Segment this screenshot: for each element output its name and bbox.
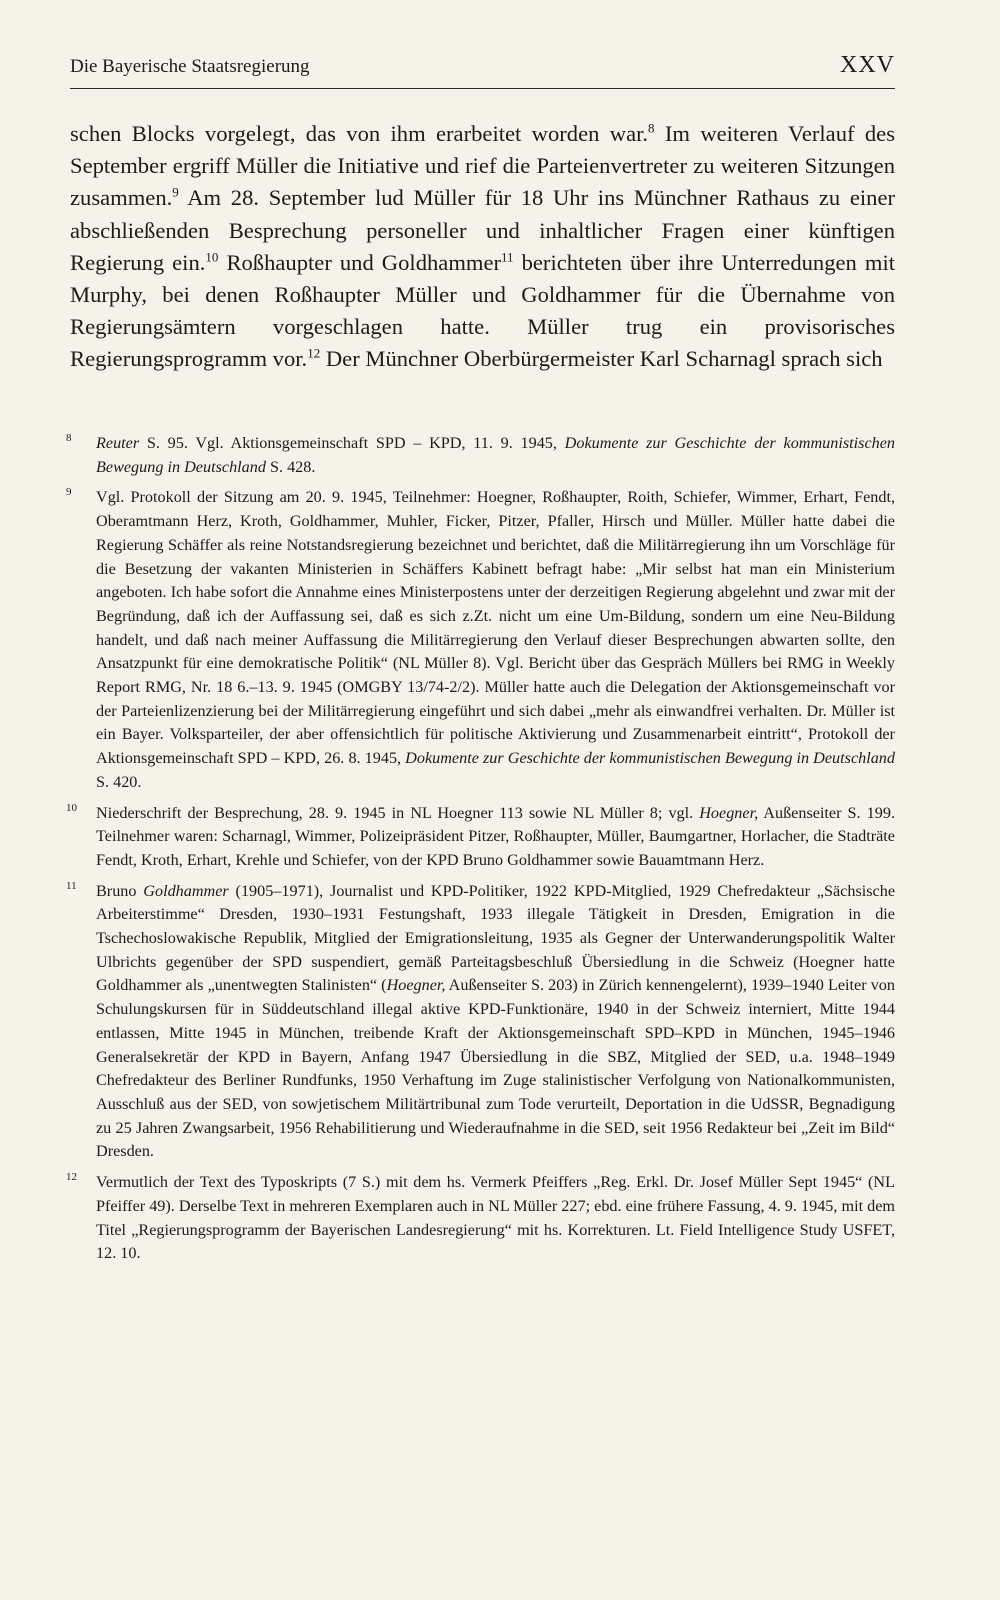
footnote-ref[interactable]: 11 [501,249,514,265]
footnote-text: S. 95. Vgl. Aktionsgemeinschaft SPD – KPD, 11. 9. 1945, [139,434,565,452]
footnote-number: 8 [66,432,72,444]
footnote-ref[interactable]: 10 [205,249,219,265]
body-text-segment: schen Blocks vorgelegt, das von ihm erarbeitet worden war. [70,121,649,146]
footnote-9 [66,486,895,794]
footnote-ref[interactable]: 12 [307,345,321,361]
footnote-text: Niederschrift der Besprechung, 28. 9. 1945 in NL Hoegner 113 sowie NL Müller 8; vgl. [96,803,700,822]
footnote-text: Bruno [96,881,144,900]
footnote-text: Hoegner, [386,976,446,995]
footnote-11 [66,879,896,1164]
footnote-10 [66,801,895,873]
body-text-segment: Am 28. September lud Müller für 18 Uhr ins Münchner Rathaus zu einer abschließenden Besprechung personeller und inhaltlicher Fragen einer künftigen Regierung ein. [70,185,895,275]
footnote-text: S. 420. [96,772,142,791]
body-paragraph [70,118,895,376]
page-number: XXV [840,52,895,78]
footnote-text: Außenseiter S. 203) in Zürich kennengelernt), 1939–1940 Leiter von Schulungskursen für in Süddeutschland illegal aktive KPD-Funktionäre, 1940 in der Schweiz interniert, Mitte 1944 entlassen, Mitte 1945 in München, treibende Kraft der Aktionsgemeinschaft SPD–KPD in München, 1945–1946 Generalsekretär der KPD in Bayern, Anfang 1947 Übersiedlung in die SBZ, Mitglied der SED, u.a. 1948–1949 Chefredakteur des Berliner Rundfunks, 1950 Verhaftung im Zuge stalinistischer Verfolgung von Nationalkommunisten, Ausschluß aus der SED, von sowjetischem Militärtribunal zum Tode verurteilt, Deportation in die UdSSR, Begnadigung zu 25 Jahren Zwangsarbeit, 1956 Rehabilitierung und Wiederaufnahme in die SED, seit 1956 Redakteur bei „Zeit im Bild“ Dresden. [96,976,895,1161]
footnote-text: S. 428. [265,457,316,476]
body-text-segment: Der Münchner Oberbürgermeister Karl Scharnagl sprach sich [320,346,883,372]
footnote-number: 11 [66,879,77,892]
footnote-text: Reuter [96,434,140,452]
footnote-ref[interactable]: 9 [172,184,179,200]
page-header [70,52,895,89]
footnote-number: 9 [66,486,72,499]
footnote-number: 10 [66,801,77,814]
footnote-text: Dokumente zur Geschichte der kommunistischen Bewegung in Deutschland [96,434,896,476]
body-text-segment: Roßhaupter und Goldhammer [218,249,502,275]
footnote-text: Hoegner, [699,803,759,822]
body-text-segment: Im weiteren Verlauf des September ergriff Müller die Initiative und rief die Parteienvertreter zu weiteren Sitzungen zusammen. [70,121,895,211]
footnotes [66,432,896,1266]
body-text-segment: berichteten über ihre Unterredungen mit Murphy, bei denen Roßhaupter Müller und Goldhammer für die Übernahme von Regierungsämtern vorgeschlagen hatte. Müller trug ein provisorisches Regierungsprogramm vor. [70,249,895,372]
footnote-8 [66,432,896,479]
footnote-text: Außenseiter S. 199. Teilnehmer waren: Scharnagl, Wimmer, Polizeipräsident Pitzer, Roßhaupter, Müller, Baumgartner, Horlacher, die Stadträte Fendt, Kroth, Erhart, Krehle und Schiefer, von der KPD Bruno Goldhammer sowie Bauamtmann Herz. [96,803,895,869]
footnote-text: Vgl. Protokoll der Sitzung am 20. 9. 1945, Teilnehmer: Hoegner, Roßhaupter, Roith, Schiefer, Wimmer, Erhart, Fendt, Oberamtmann Herz, Kroth, Goldhammer, Muhler, Ficker, Pitzer, Pfaller, Hirsch und Müller. Müller hatte dabei die Regierung Schäffer als reine Notstandsregierung bezeichnet und berichtet, daß die Militärregierung ihn um Vorschläge für die Besetzung der vakanten Ministerien in Schäffers Kabinett befragt habe: „Mir selbst hat man ein Ministerium angeboten. Ich habe sofort die Annahme eines Ministerpostens unter der derzeitigen Regierung abgelehnt und zwar mit der Begründung, daß ich der Auffassung sei, daß es sich z.Zt. nicht um eine Um-Bildung, sondern um eine Neu-Bildung handelt, und daß nach meiner Auffassung die Militärregierung den Verlauf dieser Besprechungen abwarten sollte, den Ansatzpunkt für eine demokratische Politik“ (NL Müller 8). Vgl. Bericht über das Gespräch Müllers bei RMG in Weekly Report RMG, Nr. 18 6.–13. 9. 1945 (OMGBY 13/74-2/2). Müller hatte auch die Delegation der Aktionsgemeinschaft vor der Parteienlizenzierung bei der Militärregierung eingeführt und sich dabei „mehr als einwandfrei verhalten. Dr. Müller ist ein Bayer. Volksparteiler, der aber offensichtlich für politische Aktivierung und Zusammenarbeit eintritt“, Protokoll der Aktionsgemeinschaft SPD – KPD, 26. 8. 1945, [96,488,895,768]
running-head: Die Bayerische Staatsregierung [70,56,310,77]
footnote-12 [66,1171,895,1266]
footnote-number: 12 [66,1171,77,1184]
footnote-text: (1905–1971), Journalist und KPD-Politiker, 1922 KPD-Mitglied, 1929 Chefredakteur „Sächsische Arbeiterstimme“ Dresden, 1930–1931 Festungshaft, 1933 illegale Tätigkeit in Dresden, Emigration in die Tschechoslowakische Republik, Mitglied der Emigrationsleitung, 1935 als Gegner der Unterwanderungspolitik Walter Ulbrichts gegenüber der SPD suspendiert, gemäß Parteitagsbeschluß Übersiedlung in die Schweiz (Hoegner hatte Goldhammer als „unentwegten Stalinisten“ ( [96,881,896,995]
footnote-text: Vermutlich der Text des Typoskripts (7 S.) mit dem hs. Vermerk Pfeiffers „Reg. Erkl. Dr. Josef Müller Sept 1945“ (NL Pfeiffer 49). Derselbe Text in mehreren Exemplaren auch in NL Müller 227; ebd. eine frühere Fassung, 4. 9. 1945, mit dem Titel „Regierungsprogramm der Bayerischen Landesregierung“ mit hs. Korrekturen. Lt. Field Intelligence Study USFET, 12. 10. [96,1173,895,1263]
footnote-text: Goldhammer [143,881,229,900]
footnote-text: Dokumente zur Geschichte der kommunistischen Bewegung in Deutschland [405,749,895,768]
footnote-ref[interactable]: 8 [648,120,655,136]
